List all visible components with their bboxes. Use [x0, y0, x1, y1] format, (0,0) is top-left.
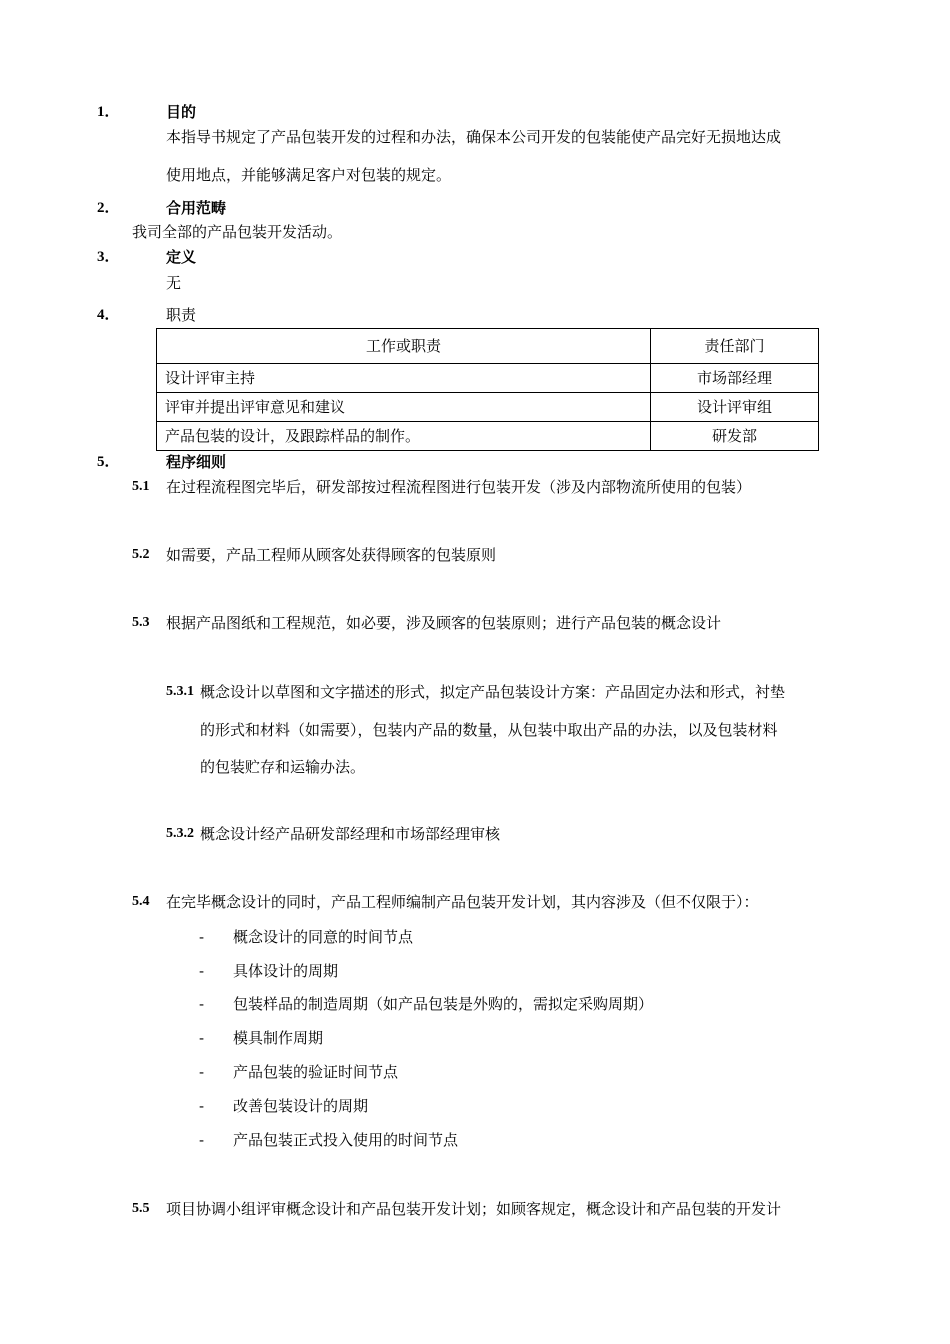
table-cell-duty: 产品包装的设计，及跟踪样品的制作。	[157, 422, 651, 451]
section-2-text: 我司全部的产品包装开发活动。	[132, 223, 343, 241]
section-3-number: 3．	[97, 249, 120, 265]
table-header-row	[157, 329, 819, 364]
bullet-item: 概念设计的同意的时间节点	[233, 928, 414, 946]
section-5-number: 5．	[97, 454, 120, 470]
table-cell-duty: 设计评审主持	[157, 364, 651, 393]
step-5-4-text: 在完毕概念设计的同时，产品工程师编制产品包装开发计划，其内容涉及（但不仅限于）：	[166, 893, 759, 911]
section-5-title: 程序细则	[166, 453, 227, 471]
table-cell-department: 研发部	[651, 422, 819, 451]
step-5-3-number: 5.3	[132, 615, 150, 630]
bullet-item: 具体设计的周期	[233, 962, 339, 980]
bullet-dash: -	[199, 1131, 205, 1149]
bullet-dash: -	[199, 1063, 205, 1081]
section-4-title: 职责	[166, 306, 197, 324]
bullet-dash: -	[199, 995, 205, 1013]
section-4-number: 4．	[97, 307, 120, 323]
step-5-1-number: 5.1	[132, 479, 150, 494]
step-5-3-1-number: 5.3.1	[166, 684, 194, 699]
bullet-item: 产品包装的验证时间节点	[233, 1063, 399, 1081]
step-5-5-number: 5.5	[132, 1201, 150, 1216]
table-header-duty: 工作或职责	[157, 329, 651, 364]
table-header-department: 责任部门	[651, 329, 819, 364]
responsibility-table	[156, 328, 819, 451]
bullet-item: 改善包装设计的周期	[233, 1097, 369, 1115]
table-cell-duty: 评审并提出评审意见和建议	[157, 393, 651, 422]
table-cell-department: 设计评审组	[651, 393, 819, 422]
bullet-item: 产品包装正式投入使用的时间节点	[233, 1131, 459, 1149]
step-5-5-text: 项目协调小组评审概念设计和产品包装开发计划；如顾客规定，概念设计和产品包装的开发计	[166, 1200, 782, 1218]
section-2-title: 合用范畴	[166, 199, 227, 217]
section-1-number: 1．	[97, 104, 120, 120]
step-5-3-1-line-3: 的包装贮存和运输办法。	[200, 758, 366, 776]
step-5-4-number: 5.4	[132, 894, 150, 909]
table-row	[157, 393, 819, 422]
section-1-line-1: 本指导书规定了产品包装开发的过程和办法，确保本公司开发的包装能使产品完好无损地达成	[166, 128, 782, 146]
bullet-dash: -	[199, 928, 205, 946]
step-5-3-2-text: 概念设计经产品研发部经理和市场部经理审核	[200, 825, 501, 843]
section-1-title: 目的	[166, 103, 197, 121]
table-row	[157, 364, 819, 393]
step-5-3-text: 根据产品图纸和工程规范，如必要，涉及顾客的包装原则；进行产品包装的概念设计	[166, 614, 722, 632]
step-5-3-1-line-1: 概念设计以草图和文字描述的形式，拟定产品包装设计方案：产品固定办法和形式，衬垫	[200, 683, 786, 701]
section-3-title: 定义	[166, 248, 197, 266]
section-2-number: 2．	[97, 200, 120, 216]
bullet-dash: -	[199, 1029, 205, 1047]
table-row	[157, 422, 819, 451]
section-3-text: 无	[166, 274, 182, 292]
step-5-2-number: 5.2	[132, 547, 150, 562]
table-cell-department: 市场部经理	[651, 364, 819, 393]
section-1-line-2: 使用地点，并能够满足客户对包装的规定。	[166, 166, 452, 184]
bullet-dash: -	[199, 962, 205, 980]
bullet-dash: -	[199, 1097, 205, 1115]
step-5-3-2-number: 5.3.2	[166, 826, 194, 841]
bullet-item: 模具制作周期	[233, 1029, 324, 1047]
step-5-1-text: 在过程流程图完毕后，研发部按过程流程图进行包装开发（涉及内部物流所使用的包装）	[166, 478, 752, 496]
bullet-item: 包装样品的制造周期（如产品包装是外购的，需拟定采购周期）	[233, 995, 654, 1013]
step-5-3-1-line-2: 的形式和材料（如需要），包装内产品的数量，从包装中取出产品的办法，以及包装材料	[200, 721, 778, 739]
step-5-2-text: 如需要，产品工程师从顾客处获得顾客的包装原则	[166, 546, 497, 564]
